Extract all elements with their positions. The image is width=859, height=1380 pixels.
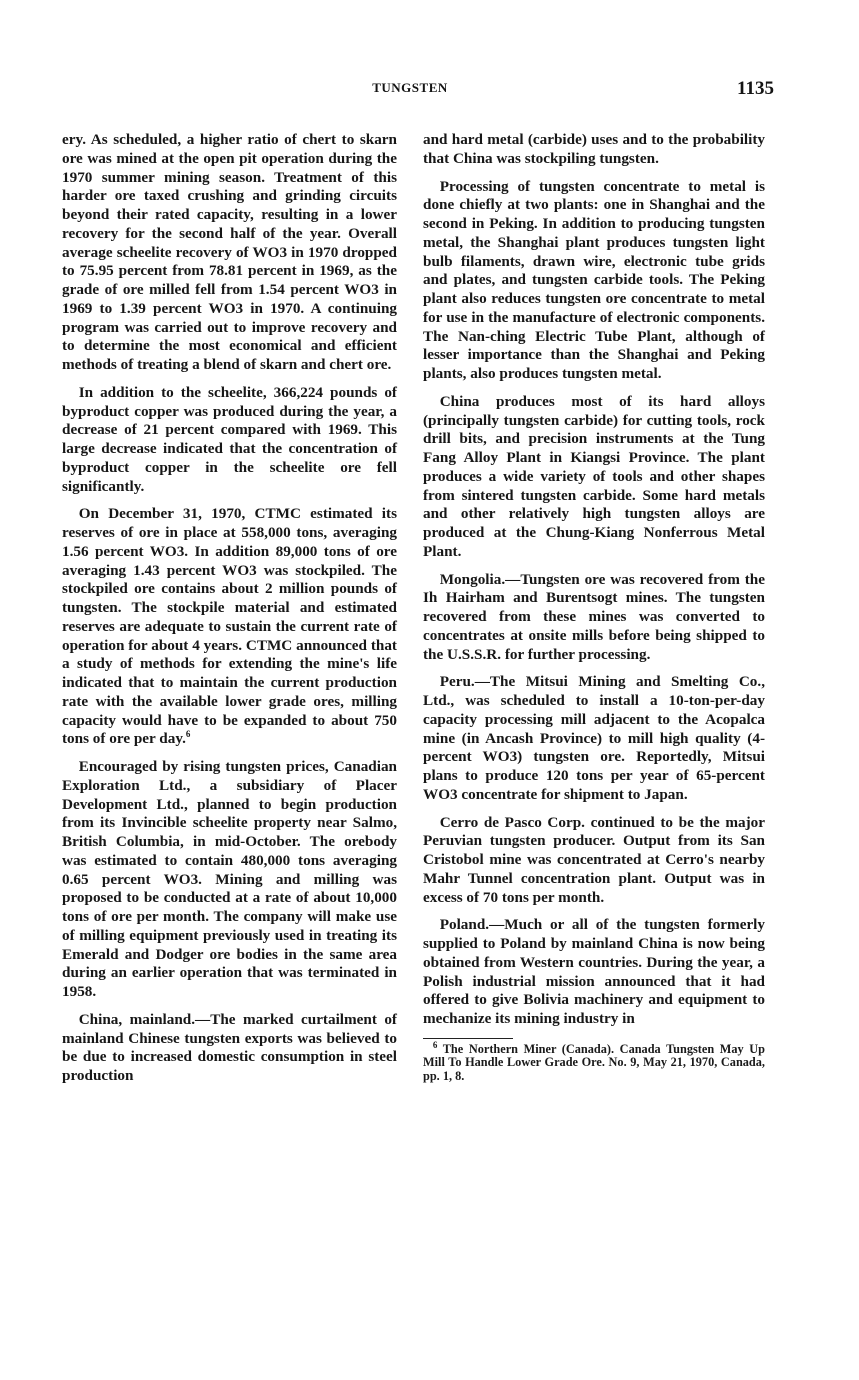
paragraph-copper: In addition to the scheelite, 366,224 pounds of byproduct copper was produced during the year, a decrease of 21 percent compared with 1969. This large decrease indicated that the concentration of byproduct copper in the scheelite ore fell significantly.	[62, 383, 397, 495]
running-head: TUNGSTEN	[372, 80, 448, 95]
footnote	[423, 1039, 766, 1084]
right-column	[423, 131, 765, 1083]
heading-poland: Poland.	[439, 916, 490, 934]
paragraph-reserves-text: On December 31, 1970, CTMC estimated its reserves of ore in place at 558,000 tons, averaging 1.56 percent WO3. In addition 89,000 tons of ore averaging 1.43 percent WO3 was stockpiled. The stockpiled ore contains about 2 million pounds of tungsten. The stockpile material and estimated reserves are adequate to sustain the current rate of operation for about 4 years. CTMC announced that a study of methods for extending the mine's life indicated that to maintain the current production rate with the available lower grade ores, milling capacity would have to be expanded to about 750 tons of ore per day.	[62, 505, 397, 748]
paragraph-mongolia-text: —Tungsten ore was recovered from the Ih Hairham and Burentsogt mines. The tungsten recovered from these mines was converted to concentrates at onsite mills before being shipped to the U.S.S.R. for further processing.	[423, 570, 765, 663]
paragraph-poland-text: —Much or all of the tungsten formerly supplied to Poland by mainland China is now being obtained from Western countries. During the year, a Polish industrial mission announced that it had offered to give Bolivia machinery and equipment to mechanize its mining industry in	[423, 916, 765, 1027]
footnote-reference: 6	[185, 729, 191, 740]
paragraph-china-text: —The marked curtailment of mainland Chinese tungsten exports was believed to be due to increased domestic consumption in steel production	[62, 1010, 397, 1084]
paragraph-hard-alloys: China produces most of its hard alloys (principally tungsten carbide) for cutting tools, rock drill bits, and precision instruments at the Tung Fang Alloy Plant in Kiangsi Province. The plant produces a wide variety of tools and other shapes from sintered tungsten carbide. Some hard metals and other relatively high tungsten alloys are produced at the Chung-Kiang Nonferrous Metal Plant.	[423, 392, 765, 560]
heading-peru: Peru.	[439, 673, 475, 691]
paragraph-canadian-exploration: Encouraged by rising tungsten prices, Canadian Exploration Ltd., a subsidiary of Placer Development Ltd., planned to begin production from its Invincible scheelite property near Salmo, British Columbia, in mid-October. The orebody was estimated to contain 480,000 tons averaging 0.65 percent WO3. Mining and milling was proposed to be conducted at a rate of about 10,000 tons of ore per month. The company will make use of milling equipment previously used in treating its Emerald and Dodger ore bodies in the same area during an earlier operation that was terminated in 1958.	[62, 758, 397, 1000]
heading-mongolia: Mongolia.	[439, 570, 506, 588]
paragraph-reserves	[62, 505, 397, 749]
left-column	[62, 131, 397, 1095]
paragraph-peru-text: —The Mitsui Mining and Smelting Co., Ltd., was scheduled to install a 10-ton-per-day capacity processing mill adjacent to the Acopalca mine (in Ancash Province) to mill high quality (4-percent WO3) tungsten ore. Reportedly, Mitsui plans to produce 120 tons per year of 65-percent WO3 concentrate for shipment to Japan.	[423, 673, 765, 803]
paragraph-china	[62, 1011, 397, 1086]
footnote-text: The Northern Miner (Canada). Canada Tungsten May Up Mill To Handle Lower Grade Ore. No. 9, May 21, 1970, Canada, pp. 1, 8.	[423, 1041, 766, 1083]
footnote-marker: 6	[432, 1039, 438, 1050]
page-number: 1135	[737, 78, 774, 99]
paragraph-china-continued: and hard metal (carbide) uses and to the probability that China was stockpiling tungsten.	[423, 131, 765, 167]
footnote-divider	[423, 1038, 513, 1039]
paragraph-mongolia	[423, 571, 765, 665]
heading-china: China, mainland.	[78, 1010, 196, 1028]
paragraph-processing: Processing of tungsten concentrate to metal is done chiefly at two plants: one in Shanghai and the second in Peking. In addition to producing tungsten metal, the Shanghai plant produces tungsten light bulb filaments, drawn wire, electronic tube grids and plates, and tungsten carbide tools. The Peking plant also reduces tungsten ore concentrate to metal for use in the manufacture of electronic components. The Nan-ching Electric Tube Plant, although of lesser importance than the Shanghai and Peking plants, also produces tungsten metal.	[423, 177, 765, 382]
paragraph-cerro: Cerro de Pasco Corp. continued to be the major Peruvian tungsten producer. Output from its San Cristobol mine was concentrated at Cerro's nearby Mahr Tunnel concentration plant. Output was in excess of 70 tons per month.	[423, 813, 765, 906]
paragraph-recovery: ery. As scheduled, a higher ratio of chert to skarn ore was mined at the open pit operation during the 1970 summer mining season. Treatment of this harder ore taxed crushing and grinding circuits beyond their rated capacity, resulting in a lower recovery for the second half of the year. Overall average scheelite recovery of WO3 in 1970 dropped to 75.95 percent from 78.81 percent in 1969, as the grade of ore milled fell from 1.54 percent WO3 in 1969 to 1.39 percent WO3 in 1970. A continuing program was carried out to improve recovery and to determine the most economical and efficient methods of treating a blend of skarn and chert ore.	[62, 131, 397, 373]
paragraph-peru	[423, 673, 765, 804]
paragraph-poland	[423, 916, 765, 1029]
